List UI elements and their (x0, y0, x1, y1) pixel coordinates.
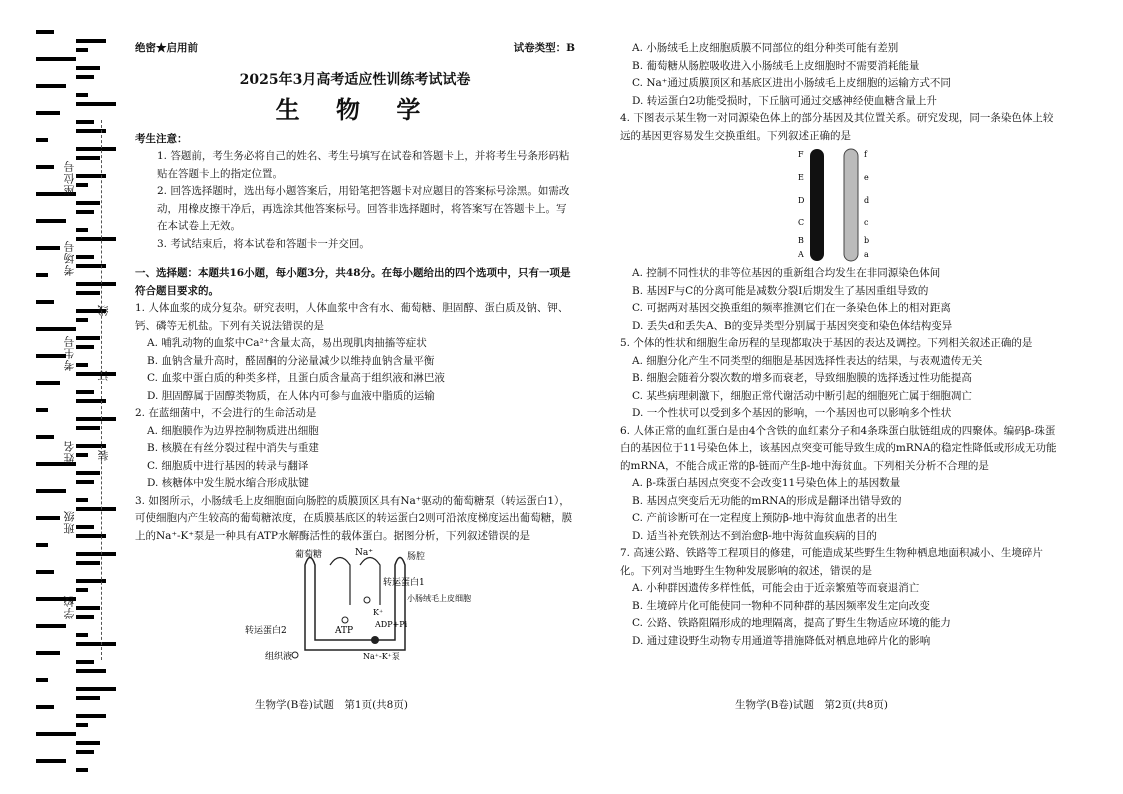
barcode-bar (76, 741, 100, 745)
barcode-bar (76, 291, 100, 295)
question-stem: 4. 下图表示某生物一对同源染色体上的部分基因及其位置关系。研究发现，同一条染色体上较远的基因更容易发生交换重组。下列叙述正确的是 (620, 112, 1054, 142)
barcode-bar (36, 678, 48, 682)
figure-label: ATP (335, 626, 354, 636)
option: A. 细胞膜作为边界控制物质进出细胞 (147, 424, 319, 437)
barcode-bar (36, 57, 76, 61)
gene-label: d (864, 196, 870, 205)
option: B. 血钠含量升高时，醛固酮的分泌量减少以维持血钠含量平衡 (147, 354, 435, 367)
barcode-bar (76, 588, 88, 592)
barcode-bar (36, 651, 60, 655)
figure-label: 小肠绒毛上皮细胞 (407, 594, 471, 603)
barcode-bar (76, 228, 88, 232)
barcode-bar (76, 318, 88, 322)
barcode-bar (76, 39, 106, 43)
barcode-bar (76, 723, 88, 727)
cell-outline (305, 558, 405, 651)
gene-label: a (864, 250, 869, 259)
option: D. 通过建设野生动物专用通道等措施降低对栖息地碎片化的影响 (632, 634, 931, 647)
barcode-bar (36, 219, 66, 223)
barcode-bar (76, 120, 94, 124)
question-stem: 2. 在蓝细菌中，不会进行的生命活动是 (135, 407, 317, 419)
barcode-bar (76, 615, 94, 619)
page-right (600, 0, 1123, 794)
barcode-bar (76, 66, 100, 70)
confidential-label: 绝密★启用前 (135, 42, 198, 54)
question-stem: 3. 如图所示，小肠绒毛上皮细胞面向肠腔的质膜顶区具有Na⁺驱动的葡萄糖泵（转运蛋白1），可使细胞内产生较高的葡萄糖浓度，在质膜基底区的转运蛋白2则可沿浓度梯度运出葡萄糖，膜上的Na⁺-K⁺泵是一种具有ATP水解酶活性的载体蛋白。据图分析，下列叙述错误的是 (135, 494, 573, 542)
gene-label: B (798, 236, 804, 245)
option: C. 血浆中蛋白质的种类多样，且蛋白质含量高于组织液和淋巴液 (147, 372, 445, 384)
barcode-bar (36, 408, 48, 412)
notice-heading: 考生注意： (135, 132, 188, 145)
barcode-bar (76, 237, 116, 241)
barcode-bar (76, 498, 88, 502)
side-label-room: 考场号 (63, 240, 76, 276)
binding-margin (0, 0, 122, 794)
barcode-bar (36, 543, 48, 547)
barcode-bar (76, 642, 116, 646)
figure-label: K⁺ (373, 608, 384, 617)
paper-type: 试卷类型：B (513, 42, 575, 54)
barcode-bar (36, 273, 48, 277)
footer-right: 生物学(B卷)试题 第2页(共8页) (735, 699, 888, 711)
cut-line (101, 120, 103, 660)
barcode-bar (76, 687, 116, 691)
option: C. 可据两对基因交换重组的频率推测它们在一条染色体上的相对距离 (632, 302, 951, 314)
chromosome-figure (620, 145, 1060, 265)
option: A. 哺乳动物的血浆中Ca²⁺含量太高，易出现肌肉抽搐等症状 (147, 337, 427, 349)
glucose-molecule (292, 652, 298, 658)
option: B. 基因F与C的分离可能是减数分裂Ⅰ后期发生了基因重组导致的 (632, 284, 929, 297)
figure-label: Na⁺-K⁺泵 (363, 652, 400, 661)
barcode-bar (76, 102, 116, 106)
barcode-bar (36, 570, 54, 574)
barcode-bar (36, 516, 60, 520)
barcode-bar (36, 84, 66, 88)
barcode-bar (76, 471, 100, 475)
option: A. β-珠蛋白基因点突变不会改变11号染色体上的基因数量 (632, 477, 901, 489)
barcode-bar (36, 327, 76, 331)
footer-left: 生物学(B卷)试题 第1页(共8页) (255, 699, 408, 711)
gene-labels-right (864, 150, 869, 259)
barcode-bar (36, 381, 60, 385)
side-label-seat: 座位号 (63, 160, 76, 196)
side-label-class: 班级 (63, 510, 76, 534)
figure-label: Na⁺ (355, 548, 373, 558)
option: C. Na⁺通过质膜顶区和基底区进出小肠绒毛上皮细胞的运输方式不同 (632, 77, 951, 89)
barcode-bar (36, 300, 54, 304)
barcode-bar (76, 561, 100, 565)
barcode-bar (76, 147, 116, 151)
question-stem: 6. 人体正常的血红蛋白是由4个含铁的血红素分子和4条珠蛋白肽链组成的四聚体。编码β-珠蛋白的基因位于11号染色体上，该基因点突变可能导致生成的mRNA的稳定性降低或形成无功能的mRNA，不能合成正常的β-链而产生β-地中海贫血。下列相关分析不合理的是 (620, 424, 1057, 472)
chromosome-light (844, 149, 858, 261)
side-glyph-pack: 装 (97, 450, 110, 461)
option: C. 细胞质中进行基因的转录与翻译 (147, 459, 309, 472)
subject-title: 生 物 学 (275, 95, 435, 124)
side-glyph-bind: 订 (97, 370, 110, 381)
barcode-bar (76, 606, 100, 610)
header (135, 40, 575, 58)
barcode-bar (76, 525, 94, 529)
barcode-bar (76, 336, 100, 340)
barcode-bar (36, 435, 54, 439)
figure-label: ADP+Pi (375, 620, 408, 629)
barcode-bar (76, 552, 116, 556)
barcode-bar (76, 696, 100, 700)
option: D. 核糖体中发生脱水缩合形成肽键 (147, 477, 309, 489)
barcode-bar (76, 255, 94, 259)
glucose-molecule (342, 617, 348, 623)
option: D. 一个性状可以受到多个基因的影响，一个基因也可以影响多个性状 (632, 407, 952, 419)
barcode-bar (36, 705, 54, 709)
barcode-bar (36, 732, 76, 736)
chromosome-dark (810, 149, 824, 261)
question-stem: 1. 人体血浆的成分复杂。研究表明，人体血浆中含有水、葡萄糖、胆固醇、蛋白质及钠、钾、钙、磷等无机盐。下列有关说法错误的是 (135, 302, 569, 332)
barcode-bar (36, 246, 60, 250)
barcode-bar (76, 93, 88, 97)
option: D. 丢失d和丢失A、B的变异类型分别属于基因突变和染色体结构变异 (632, 319, 953, 332)
barcode-bar (76, 210, 94, 214)
barcode-bar (76, 390, 94, 394)
barcode-bar (36, 759, 66, 763)
barcode-bar (36, 111, 60, 115)
option: B. 基因点突变后无功能的mRNA的形成是翻译出错导致的 (632, 494, 902, 507)
option: D. 适当补充铁剂达不到治愈β-地中海贫血疾病的目的 (632, 529, 877, 542)
barcode-bar (76, 714, 106, 718)
barcode-bar (36, 165, 54, 169)
option: D. 胆固醇属于固醇类物质，在人体内可参与血液中脂质的运输 (147, 389, 435, 402)
barcode-bar (76, 669, 106, 673)
barcode-bar (76, 660, 94, 664)
gene-label: D (798, 196, 805, 205)
gene-label: C (798, 218, 805, 227)
notice-item: 2. 回答选择题时，选出每小题答案后，用铅笔把答题卡对应题目的答案标号涂黑。如需改动，用橡皮擦干净后，再选涂其他答案标号。回答非选择题时，将答案写在答题卡上。写在本试卷上无效。 (157, 185, 570, 232)
barcode-bar (76, 633, 88, 637)
cell-transport-figure (135, 545, 575, 665)
glucose-molecule (364, 597, 370, 603)
barcode-bar (76, 345, 94, 349)
barcode-bar (76, 768, 88, 772)
barcode-bar (36, 489, 66, 493)
figure-label: 葡萄糖 (295, 550, 323, 560)
option: A. 小肠绒毛上皮细胞质膜不同部位的组分种类可能有差别 (632, 42, 899, 54)
option: A. 控制不同性状的非等位基因的重新组合均发生在非同源染色体间 (632, 267, 941, 279)
barcode-bar (76, 75, 94, 79)
option: A. 细胞分化产生不同类型的细胞是基因选择性表达的结果，与表观遗传无关 (632, 354, 983, 367)
right-content (620, 40, 1060, 650)
cell-diagram-svg (135, 545, 575, 665)
side-glyph-line: 线 (97, 305, 110, 316)
gene-label: b (864, 236, 870, 245)
microvillus (330, 558, 350, 606)
question-stem: 5. 个体的性状和细胞生命历程的呈现都取决于基因的表达及调控。下列相关叙述正确的是 (620, 337, 1033, 349)
barcode-bar (76, 156, 100, 160)
pump-protein (371, 636, 379, 644)
barcode-bar (76, 48, 88, 52)
side-label-name: 姓名 (63, 440, 76, 464)
option: B. 葡萄糖从肠腔吸收进入小肠绒毛上皮细胞时不需要消耗能量 (632, 59, 920, 72)
barcode-bar (36, 138, 48, 142)
gene-label: e (864, 173, 869, 182)
barcode-bar (36, 30, 54, 34)
barcode-bar (76, 750, 94, 754)
figure-label: 转运蛋白1 (383, 578, 425, 588)
exam-title: 2025年3月高考适应性训练考试试卷 (239, 71, 471, 88)
option: B. 生境碎片化可能使同一物种不同种群的基因频率发生定向改变 (632, 599, 930, 612)
figure-label: 肠腔 (407, 552, 426, 562)
gene-label: F (798, 150, 804, 159)
question-stem: 7. 高速公路、铁路等工程项目的修建，可能造成某些野生生物种栖息地面积减小、生境碎片化。下列对当地野生生物种发展影响的叙述，错误的是 (620, 547, 1043, 577)
option: A. 小种群因遗传多样性低，可能会由于近亲繁殖等而衰退消亡 (632, 582, 920, 594)
notice-item: 1. 答题前，考生务必将自己的姓名、考生号填写在试卷和答题卡上，并将考生号条形码粘贴在答题卡上的指定位置。 (157, 150, 570, 180)
option: B. 核膜在有丝分裂过程中消失与重建 (147, 442, 319, 454)
gene-labels-left (797, 150, 804, 259)
gene-label: E (798, 173, 804, 182)
option: C. 某些病理刺激下，细胞正常代谢活动中断引起的细胞死亡属于细胞凋亡 (632, 389, 972, 402)
option: D. 转运蛋白2功能受损时，下丘脑可通过交感神经使血糖含量上升 (632, 94, 937, 107)
left-content (135, 40, 575, 665)
option: C. 公路、铁路阻隔形成的地理隔离，提高了野生生物适应环境的能力 (632, 617, 951, 629)
side-label-id: 考生号 (63, 335, 76, 371)
barcode-bar (36, 624, 66, 628)
option: B. 细胞会随着分裂次数的增多而衰老，导致细胞膜的选择透过性功能提高 (632, 372, 972, 384)
figure-label: 组织液 (265, 652, 293, 662)
barcode-bar (76, 201, 100, 205)
option: C. 产前诊断可在一定程度上预防β-地中海贫血患者的出生 (632, 512, 898, 524)
side-label-school: 学校 (63, 595, 76, 619)
barcode-bar (76, 480, 94, 484)
barcode-bar (76, 417, 116, 421)
notice-item: 3. 考试结束后，将本试卷和答题卡一并交回。 (157, 237, 370, 250)
microvillus (360, 558, 380, 606)
section-heading: 一、选择题：本题共16小题，每小题3分，共48分。在每小题给出的四个选项中，只有一项是符合题目要求的。 (135, 267, 571, 297)
gene-label: f (864, 150, 867, 159)
barcode-bar (76, 426, 100, 430)
figure-label: 转运蛋白2 (245, 626, 287, 636)
gene-label: A (798, 250, 804, 259)
gene-label: c (864, 218, 869, 227)
barcode-bar (76, 282, 116, 286)
barcode-bar (76, 507, 116, 511)
chromosome-svg (620, 145, 1060, 265)
